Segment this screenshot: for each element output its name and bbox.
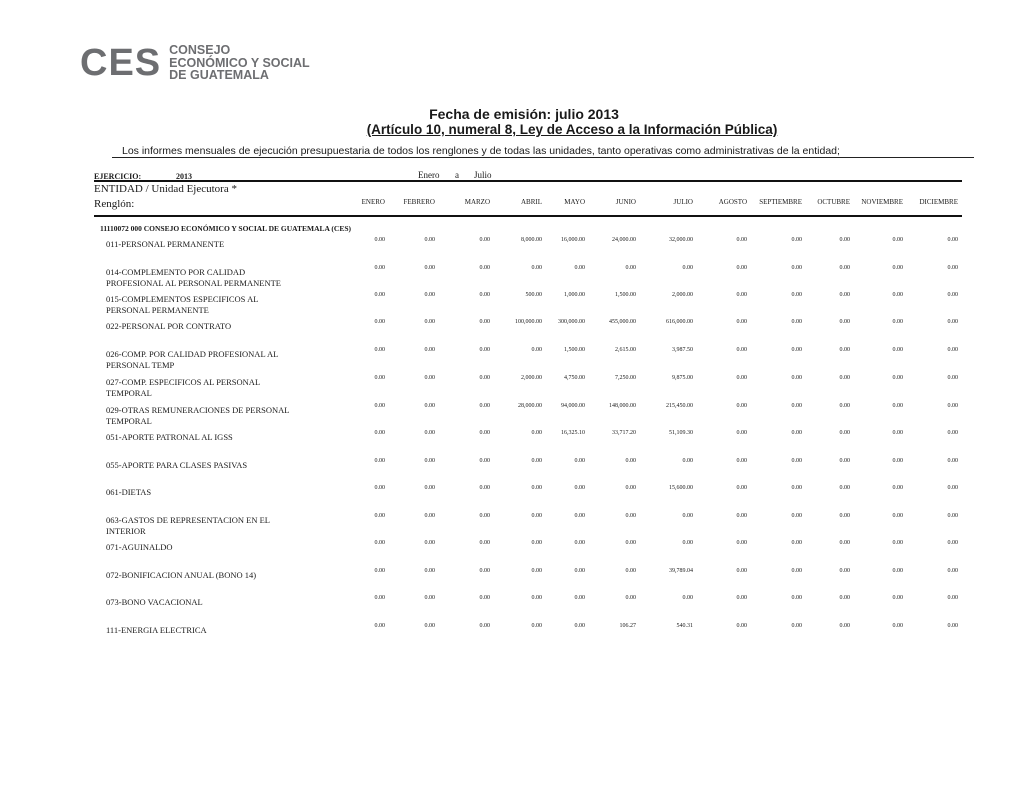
table-cell: 0.00 [424, 403, 435, 409]
table-cell: 100,000.00 [515, 319, 542, 325]
table-cell: 0.00 [839, 347, 850, 353]
row-label [106, 460, 296, 471]
table-cell: 0.00 [736, 430, 747, 436]
table-cell: 0.00 [892, 513, 903, 519]
table-cell: 0.00 [479, 540, 490, 546]
table-cell: 0.00 [424, 292, 435, 298]
month-header: SEPTIEMBRE [759, 198, 802, 206]
range-from: Enero [418, 170, 440, 180]
table-cell: 16,000.00 [561, 237, 585, 243]
table-cell: 0.00 [947, 485, 958, 491]
table-cell: 0.00 [892, 430, 903, 436]
header-rule-top [94, 180, 962, 182]
row-label-line: INTERIOR [106, 526, 146, 536]
row-label-line: 111-ENERGIA ELECTRICA [106, 625, 207, 635]
table-cell: 0.00 [625, 458, 636, 464]
table-cell: 0.00 [791, 319, 802, 325]
table-cell: 8,000.00 [521, 237, 542, 243]
table-cell: 4,750.00 [564, 375, 585, 381]
table-cell: 0.00 [947, 375, 958, 381]
table-cell: 0.00 [531, 347, 542, 353]
table-cell: 0.00 [479, 347, 490, 353]
table-cell: 94,000.00 [561, 403, 585, 409]
table-cell: 0.00 [574, 513, 585, 519]
table-cell: 0.00 [947, 540, 958, 546]
table-cell: 0.00 [424, 375, 435, 381]
row-label-line: 063-GASTOS DE REPRESENTACION EN EL [106, 515, 270, 525]
logo-line-3: DE GUATEMALA [169, 68, 269, 83]
table-cell: 1,500.00 [615, 292, 636, 298]
logo-line-2: ECONÓMICO Y SOCIAL [169, 55, 310, 70]
table-cell: 0.00 [736, 237, 747, 243]
table-cell: 0.00 [892, 485, 903, 491]
table-cell: 0.00 [736, 375, 747, 381]
table-cell: 0.00 [531, 540, 542, 546]
row-label-line: 061-DIETAS [106, 487, 152, 497]
month-header: ABRIL [521, 198, 542, 206]
table-cell: 33,717.20 [612, 430, 636, 436]
table-cell: 0.00 [791, 375, 802, 381]
table-cell: 0.00 [736, 292, 747, 298]
table-cell: 1,500.00 [564, 347, 585, 353]
table-cell: 0.00 [374, 485, 385, 491]
table-cell: 500.00 [525, 292, 542, 298]
table-cell: 540.31 [676, 623, 693, 629]
range-sep: a [455, 170, 459, 180]
table-cell: 0.00 [374, 623, 385, 629]
table-cell: 0.00 [791, 485, 802, 491]
report-intro: Los informes mensuales de ejecución presupuestaria de todos los renglones y de todas las unidades, tanto operativas como administrativas de la entidad; [122, 145, 840, 157]
table-cell: 0.00 [479, 403, 490, 409]
table-cell: 0.00 [531, 458, 542, 464]
row-label [106, 294, 296, 316]
table-cell: 0.00 [625, 540, 636, 546]
row-label-line: 027-COMP. ESPECIFICOS AL PERSONAL [106, 377, 261, 387]
table-cell: 0.00 [839, 375, 850, 381]
row-label [106, 267, 296, 289]
table-cell: 0.00 [424, 430, 435, 436]
table-cell: 0.00 [574, 458, 585, 464]
table-cell: 215,450.00 [666, 403, 693, 409]
table-cell: 0.00 [424, 568, 435, 574]
table-cell: 0.00 [791, 292, 802, 298]
table-cell: 0.00 [374, 319, 385, 325]
table-cell: 0.00 [839, 595, 850, 601]
table-cell: 0.00 [947, 237, 958, 243]
table-cell: 0.00 [374, 265, 385, 271]
renglon-label: Renglón: [94, 198, 135, 210]
entidad-label: ENTIDAD / Unidad Ejecutora * [94, 183, 237, 195]
row-label [106, 597, 296, 608]
table-cell: 0.00 [791, 347, 802, 353]
report-subtitle: (Artículo 10, numeral 8, Ley de Acceso a la Información Pública) [366, 122, 778, 137]
divider [112, 157, 974, 158]
row-label [106, 377, 296, 399]
table-cell: 0.00 [479, 430, 490, 436]
table-cell: 0.00 [947, 595, 958, 601]
table-cell: 0.00 [839, 403, 850, 409]
table-cell: 15,600.00 [669, 485, 693, 491]
table-cell: 39,789.04 [669, 568, 693, 574]
table-cell: 0.00 [947, 568, 958, 574]
table-cell: 0.00 [625, 513, 636, 519]
table-cell: 0.00 [947, 403, 958, 409]
table-cell: 0.00 [374, 292, 385, 298]
table-cell: 51,109.30 [669, 430, 693, 436]
ejercicio-label: EJERCICIO: [94, 172, 142, 181]
table-cell: 0.00 [424, 347, 435, 353]
row-label-line: 029-OTRAS REMUNERACIONES DE PERSONAL [106, 405, 290, 415]
table-cell: 0.00 [682, 265, 693, 271]
table-cell: 0.00 [736, 347, 747, 353]
table-cell: 0.00 [947, 623, 958, 629]
table-cell: 0.00 [892, 265, 903, 271]
table-cell: 0.00 [892, 568, 903, 574]
table-cell: 0.00 [374, 237, 385, 243]
table-cell: 16,325.10 [561, 430, 585, 436]
table-cell: 0.00 [791, 403, 802, 409]
row-label [106, 487, 296, 498]
table-cell: 0.00 [424, 485, 435, 491]
table-cell: 0.00 [839, 319, 850, 325]
table-cell: 0.00 [374, 595, 385, 601]
table-cell: 0.00 [479, 595, 490, 601]
table-cell: 0.00 [625, 265, 636, 271]
table-cell: 0.00 [736, 319, 747, 325]
month-header: NOVIEMBRE [861, 198, 903, 206]
table-cell: 0.00 [839, 292, 850, 298]
month-header: FEBRERO [403, 198, 435, 206]
table-cell: 0.00 [736, 485, 747, 491]
table-cell: 0.00 [625, 568, 636, 574]
table-cell: 0.00 [531, 265, 542, 271]
table-cell: 0.00 [791, 568, 802, 574]
table-cell: 0.00 [736, 403, 747, 409]
table-cell: 0.00 [947, 430, 958, 436]
table-cell: 0.00 [574, 623, 585, 629]
row-label-line: 022-PERSONAL POR CONTRATO [106, 321, 232, 331]
table-cell: 0.00 [892, 623, 903, 629]
report-title: Fecha de emisión: julio 2013 [429, 106, 619, 122]
table-cell: 0.00 [682, 513, 693, 519]
table-cell: 0.00 [424, 595, 435, 601]
table-cell: 0.00 [424, 623, 435, 629]
table-cell: 0.00 [531, 513, 542, 519]
row-label [106, 349, 296, 371]
table-cell: 300,000.00 [558, 319, 585, 325]
row-label-line: 072-BONIFICACION ANUAL (BONO 14) [106, 570, 257, 580]
row-label-line: PERSONAL PERMANENTE [106, 305, 209, 315]
table-cell: 0.00 [892, 237, 903, 243]
row-label-line: 015-COMPLEMENTOS ESPECIFICOS AL [106, 294, 259, 304]
table-cell: 0.00 [374, 458, 385, 464]
table-cell: 106.27 [619, 623, 636, 629]
table-cell: 0.00 [892, 458, 903, 464]
row-label-line: 014-COMPLEMENTO POR CALIDAD [106, 267, 246, 277]
table-cell: 0.00 [736, 595, 747, 601]
row-label-line: PROFESIONAL AL PERSONAL PERMANENTE [106, 278, 281, 288]
table-cell: 0.00 [947, 458, 958, 464]
table-cell: 0.00 [839, 485, 850, 491]
table-cell: 0.00 [479, 623, 490, 629]
month-header: DICIEMBRE [919, 198, 958, 206]
logo-text [169, 44, 310, 82]
table-cell: 0.00 [947, 347, 958, 353]
table-cell: 9,875.00 [672, 375, 693, 381]
table-cell: 7,250.00 [615, 375, 636, 381]
table-cell: 0.00 [574, 568, 585, 574]
table-cell: 0.00 [736, 458, 747, 464]
row-label [106, 515, 296, 537]
row-label-line: 071-AGUINALDO [106, 542, 173, 552]
table-cell: 0.00 [947, 319, 958, 325]
table-cell: 0.00 [531, 430, 542, 436]
table-cell: 0.00 [374, 568, 385, 574]
table-cell: 0.00 [424, 540, 435, 546]
month-header: MARZO [464, 198, 490, 206]
table-cell: 455,000.00 [609, 319, 636, 325]
logo-line-1: CONSEJO [169, 43, 231, 58]
table-cell: 0.00 [374, 540, 385, 546]
row-label-line: 026-COMP. POR CALIDAD PROFESIONAL AL [106, 349, 279, 359]
table-cell: 148,000.00 [609, 403, 636, 409]
table-cell: 0.00 [791, 513, 802, 519]
table-cell: 0.00 [839, 568, 850, 574]
table-cell: 0.00 [374, 403, 385, 409]
table-cell: 0.00 [947, 292, 958, 298]
row-label [106, 321, 296, 332]
row-label-line: TEMPORAL [106, 416, 152, 426]
table-cell: 0.00 [479, 568, 490, 574]
table-cell: 0.00 [625, 595, 636, 601]
table-cell: 0.00 [839, 237, 850, 243]
ejercicio-value: 2013 [176, 172, 192, 181]
table-cell: 0.00 [574, 595, 585, 601]
table-cell: 0.00 [479, 458, 490, 464]
month-header: JULIO [673, 198, 693, 206]
header-rule-bottom [94, 215, 962, 217]
table-cell: 0.00 [736, 568, 747, 574]
row-label [106, 405, 296, 427]
table-cell: 0.00 [839, 513, 850, 519]
table-cell: 0.00 [839, 430, 850, 436]
table-cell: 0.00 [374, 513, 385, 519]
row-label-line: 073-BONO VACACIONAL [106, 597, 203, 607]
table-cell: 0.00 [947, 265, 958, 271]
table-cell: 2,000.00 [521, 375, 542, 381]
table-cell: 0.00 [892, 319, 903, 325]
table-cell: 0.00 [892, 375, 903, 381]
table-cell: 0.00 [791, 623, 802, 629]
table-cell: 28,000.00 [518, 403, 542, 409]
table-cell: 0.00 [625, 485, 636, 491]
table-cell: 0.00 [736, 513, 747, 519]
month-header: MAYO [564, 198, 585, 206]
row-label [106, 239, 296, 250]
table-cell: 0.00 [736, 265, 747, 271]
row-label-line: PERSONAL TEMP [106, 360, 175, 370]
table-cell: 0.00 [479, 237, 490, 243]
table-cell: 0.00 [531, 595, 542, 601]
table-cell: 0.00 [531, 485, 542, 491]
table-cell: 0.00 [791, 458, 802, 464]
row-label-line: 051-APORTE PATRONAL AL IGSS [106, 432, 233, 442]
table-cell: 0.00 [424, 319, 435, 325]
table-cell: 1,000.00 [564, 292, 585, 298]
table-cell: 0.00 [479, 319, 490, 325]
table-cell: 0.00 [839, 458, 850, 464]
table-cell: 0.00 [574, 485, 585, 491]
table-cell: 0.00 [479, 513, 490, 519]
table-cell: 0.00 [424, 513, 435, 519]
table-cell: 0.00 [892, 540, 903, 546]
table-cell: 0.00 [791, 237, 802, 243]
table-cell: 0.00 [424, 458, 435, 464]
month-header: AGOSTO [718, 198, 747, 206]
table-cell: 24,000.00 [612, 237, 636, 243]
range-to: Julio [474, 170, 492, 180]
table-cell: 0.00 [791, 430, 802, 436]
table-cell: 616,000.00 [666, 319, 693, 325]
month-header: OCTUBRE [817, 198, 850, 206]
row-label-line: 055-APORTE PARA CLASES PASIVAS [106, 460, 248, 470]
table-cell: 0.00 [791, 265, 802, 271]
row-label [106, 625, 296, 636]
row-label-line: TEMPORAL [106, 388, 152, 398]
month-header: ENERO [361, 198, 385, 206]
row-label-line: 011-PERSONAL PERMANENTE [106, 239, 225, 249]
table-cell: 0.00 [424, 265, 435, 271]
table-cell: 0.00 [479, 265, 490, 271]
table-cell: 0.00 [947, 513, 958, 519]
table-cell: 0.00 [839, 265, 850, 271]
table-cell: 2,000.00 [672, 292, 693, 298]
table-cell: 0.00 [892, 595, 903, 601]
table-cell: 0.00 [791, 540, 802, 546]
table-cell: 0.00 [736, 623, 747, 629]
row-label [106, 542, 296, 553]
table-cell: 0.00 [791, 595, 802, 601]
table-cell: 0.00 [574, 265, 585, 271]
table-cell: 0.00 [424, 237, 435, 243]
unit-title: 11110072 000 CONSEJO ECONÓMICO Y SOCIAL DE GUATEMALA (CES) [100, 224, 352, 233]
table-cell: 0.00 [682, 458, 693, 464]
table-cell: 0.00 [736, 540, 747, 546]
table-cell: 32,000.00 [669, 237, 693, 243]
month-header: JUNIO [615, 198, 636, 206]
table-cell: 0.00 [479, 485, 490, 491]
table-cell: 0.00 [682, 595, 693, 601]
table-cell: 0.00 [892, 347, 903, 353]
table-cell: 0.00 [839, 623, 850, 629]
table-cell: 0.00 [892, 403, 903, 409]
table-cell: 0.00 [574, 540, 585, 546]
table-cell: 0.00 [531, 568, 542, 574]
table-cell: 0.00 [374, 375, 385, 381]
ces-logo [80, 44, 310, 82]
table-cell: 0.00 [839, 540, 850, 546]
logo-mark: CES [80, 42, 162, 84]
table-cell: 0.00 [479, 375, 490, 381]
table-cell: 0.00 [479, 292, 490, 298]
table-cell: 0.00 [682, 540, 693, 546]
table-cell: 0.00 [892, 292, 903, 298]
table-cell: 0.00 [531, 623, 542, 629]
table-cell: 2,615.00 [615, 347, 636, 353]
table-cell: 0.00 [374, 430, 385, 436]
table-cell: 3,987.50 [672, 347, 693, 353]
row-label [106, 432, 296, 443]
table-cell: 0.00 [374, 347, 385, 353]
row-label [106, 570, 296, 581]
